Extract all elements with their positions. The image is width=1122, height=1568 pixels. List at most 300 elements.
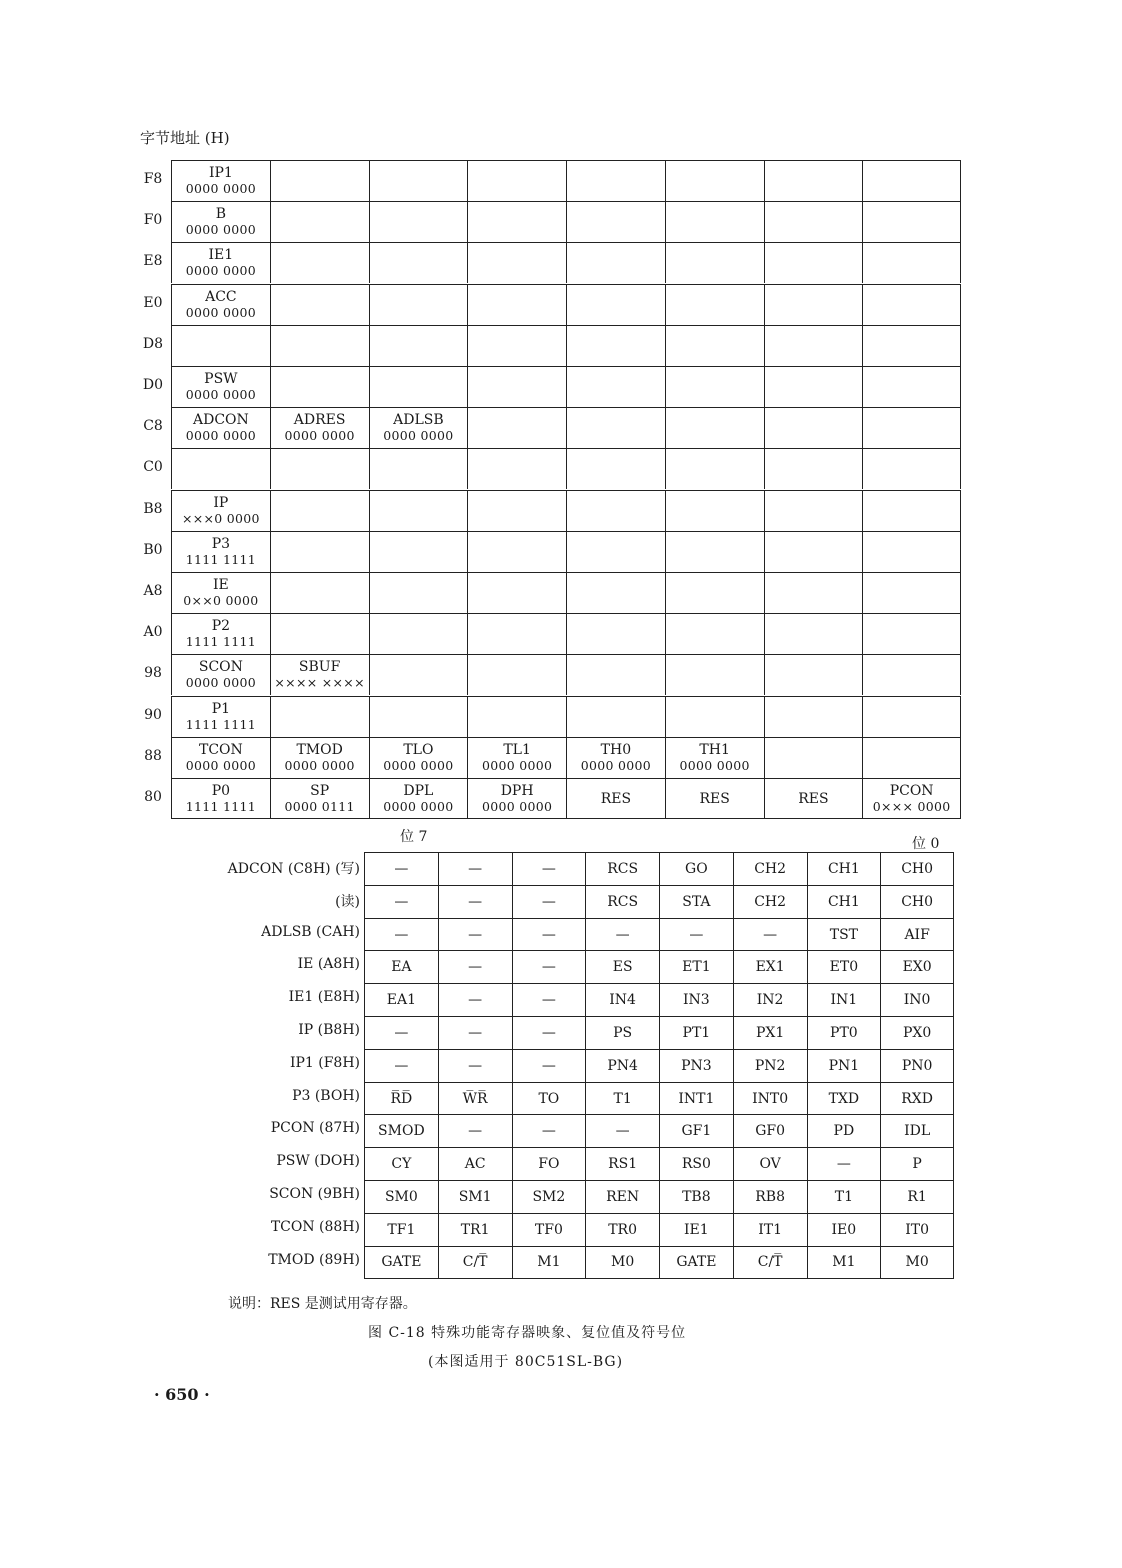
reset-value: 0××× 0000	[872, 798, 951, 814]
bit-symbol: TST	[807, 918, 881, 951]
sfr-cell	[369, 654, 468, 695]
sfr-cell	[171, 654, 270, 695]
sfr-cell	[665, 654, 764, 695]
sfr-cell	[862, 407, 961, 448]
byte-address: D8	[142, 335, 164, 352]
reset-value: 0××0 0000	[183, 593, 259, 608]
bit-symbol: CH1	[807, 885, 881, 918]
reset-value: 1111 1111	[185, 634, 257, 650]
byte-address: B8	[143, 500, 163, 517]
register-name: ADRES	[293, 412, 346, 429]
bit-symbol: M1	[512, 1246, 586, 1279]
bit-row	[180, 885, 960, 918]
sfr-cell	[270, 366, 369, 407]
sfr-cell	[171, 696, 270, 737]
bit-symbol: PN4	[585, 1049, 659, 1082]
bit-symbol: AIF	[880, 918, 954, 951]
register-name: B	[215, 206, 227, 223]
bit-symbol: CY	[364, 1147, 438, 1180]
register-name: TMOD	[296, 741, 343, 758]
reset-value: ×××0 0000	[181, 510, 260, 526]
sfr-cell	[862, 572, 961, 613]
sfr-cell	[369, 160, 468, 201]
sfr-cell	[764, 366, 863, 407]
sfr-cell	[566, 778, 665, 819]
sfr-cell	[764, 160, 863, 201]
sfr-cell	[665, 531, 764, 572]
reset-value: ×××× ××××	[274, 675, 365, 691]
byte-address: 80	[144, 789, 162, 805]
sfr-cell	[862, 325, 961, 366]
bit-symbol: CH1	[807, 852, 881, 885]
reset-value: 0000 0000	[185, 304, 257, 320]
bit-symbol: PS	[585, 1016, 659, 1049]
sfr-map-row	[138, 284, 968, 325]
page-number: · 650 ·	[154, 1385, 210, 1404]
sfr-map-row	[138, 160, 968, 201]
sfr-cell	[764, 448, 863, 489]
sfr-cell	[369, 201, 468, 242]
register-name: TL1	[503, 741, 531, 758]
register-name: P0	[211, 782, 231, 799]
bit-symbol: PD	[807, 1114, 881, 1147]
sfr-cell	[369, 778, 468, 819]
reset-value: 0000 0000	[481, 798, 553, 814]
sfr-cell	[467, 325, 566, 366]
register-label: TMOD (89H)	[268, 1251, 360, 1268]
sfr-cell	[665, 613, 764, 654]
bit-symbol: PN3	[659, 1049, 733, 1082]
bit-symbol: PN1	[807, 1049, 881, 1082]
sfr-cell	[566, 531, 665, 572]
sfr-cell	[665, 778, 764, 819]
bit-symbol: RS0	[659, 1147, 733, 1180]
reset-value: 0000 0000	[580, 757, 652, 773]
sfr-cell	[665, 407, 764, 448]
sfr-cell	[270, 490, 369, 531]
register-label: IP1 (F8H)	[289, 1054, 360, 1071]
bit-row	[180, 1246, 960, 1279]
register-name: TH1	[699, 741, 730, 758]
byte-address: 88	[144, 747, 162, 764]
sfr-cell	[270, 737, 369, 778]
sfr-cell	[467, 654, 566, 695]
register-label: P3 (BOH)	[292, 1087, 360, 1104]
byte-address: E0	[143, 294, 163, 311]
bit-symbol: —	[807, 1147, 881, 1180]
register-label: ADCON (C8H) (写)	[227, 861, 360, 877]
register-name: P2	[211, 618, 231, 635]
byte-address: D0	[142, 377, 164, 393]
sfr-cell	[270, 572, 369, 613]
sfr-cell	[665, 737, 764, 778]
byte-address: A8	[143, 583, 163, 599]
sfr-cell	[369, 448, 468, 489]
bit-symbol: CH2	[733, 852, 807, 885]
sfr-map-row	[138, 407, 968, 448]
sfr-cell	[171, 737, 270, 778]
bit-symbol: IT0	[880, 1213, 954, 1246]
sfr-cell	[369, 242, 468, 283]
byte-address: B0	[143, 541, 163, 558]
bit-symbol: FO	[512, 1147, 586, 1180]
sfr-cell	[369, 490, 468, 531]
bit-symbol: —	[364, 918, 438, 951]
bit-row	[180, 1016, 960, 1049]
reset-value: 0000 0111	[284, 798, 355, 814]
reset-value: 0000 0000	[383, 757, 454, 773]
sfr-cell	[467, 201, 566, 242]
sfr-map-row	[138, 696, 968, 737]
bit-row	[180, 950, 960, 983]
bit-symbol: IN2	[733, 983, 807, 1016]
bit-symbol: ET0	[807, 950, 881, 983]
sfr-cell	[270, 613, 369, 654]
sfr-map-row	[138, 325, 968, 366]
register-name: RES	[600, 790, 632, 807]
sfr-cell	[171, 531, 270, 572]
bit-symbol: EA1	[364, 983, 438, 1016]
bit-symbol: —	[733, 918, 807, 951]
sfr-cell	[270, 696, 369, 737]
bit-symbol: PX0	[880, 1016, 954, 1049]
bit-symbol: GF1	[659, 1114, 733, 1147]
bit-symbol: GO	[659, 852, 733, 885]
bit-symbol: R̅D̅	[364, 1082, 438, 1115]
bit-symbol: —	[512, 950, 586, 983]
sfr-cell	[665, 490, 764, 531]
bit-symbol: IT1	[733, 1213, 807, 1246]
bit-symbol: —	[438, 1016, 512, 1049]
reset-value: 1111 1111	[185, 551, 257, 567]
register-name: IP1	[208, 165, 233, 181]
bit-symbol: REN	[585, 1180, 659, 1213]
sfr-cell	[467, 572, 566, 613]
register-name: PCON	[889, 782, 934, 799]
bit-symbol: —	[438, 885, 512, 918]
reset-value: 0000 0000	[185, 387, 257, 402]
sfr-cell	[270, 201, 369, 242]
bit-symbol: W̅R̅	[438, 1082, 512, 1115]
bit-symbol: RCS	[585, 852, 659, 885]
sfr-cell	[566, 325, 665, 366]
sfr-cell	[270, 325, 369, 366]
bit-symbol: SM2	[512, 1180, 586, 1213]
bit-symbol: —	[364, 885, 438, 918]
bit-symbol: —	[512, 1114, 586, 1147]
address-axis-title: 字节地址 (H)	[140, 129, 230, 147]
bit-symbol: —	[585, 1114, 659, 1147]
sfr-cell	[665, 284, 764, 325]
register-name: IP	[213, 494, 229, 511]
register-name: SP	[310, 782, 330, 799]
register-label: ADLSB (CAH)	[261, 923, 360, 940]
sfr-cell	[862, 531, 961, 572]
bit-symbol: —	[438, 1114, 512, 1147]
bit-symbol: IE1	[659, 1213, 733, 1246]
bit-row	[180, 1213, 960, 1246]
sfr-cell	[764, 242, 863, 283]
sfr-cell	[862, 284, 961, 325]
sfr-cell	[369, 737, 468, 778]
sfr-cell	[566, 242, 665, 283]
reset-value: 1111 1111	[185, 798, 257, 814]
bit-symbol: —	[364, 1049, 438, 1082]
sfr-cell	[467, 778, 566, 819]
sfr-cell	[566, 366, 665, 407]
sfr-cell	[566, 201, 665, 242]
bit-row	[180, 983, 960, 1016]
register-label: IE (A8H)	[297, 956, 360, 973]
bit-symbol: TB8	[659, 1180, 733, 1213]
sfr-cell	[862, 737, 961, 778]
sfr-map-row	[138, 737, 968, 778]
sfr-map-row	[138, 448, 968, 489]
register-name: TCON	[198, 741, 243, 758]
bit-symbol: TF1	[364, 1213, 438, 1246]
sfr-cell	[764, 531, 863, 572]
register-name: IE	[213, 577, 229, 593]
bit-symbol: CH0	[880, 852, 954, 885]
bit-symbol: RB8	[733, 1180, 807, 1213]
sfr-cell	[862, 448, 961, 489]
sfr-cell	[171, 407, 270, 448]
bit-row	[180, 918, 960, 951]
reset-value: 0000 0000	[185, 181, 257, 196]
sfr-cell	[369, 572, 468, 613]
bit-symbol: M0	[585, 1246, 659, 1279]
sfr-cell	[862, 654, 961, 695]
sfr-cell	[270, 448, 369, 489]
bit-symbol: M0	[880, 1246, 954, 1279]
sfr-map-row	[138, 490, 968, 531]
bit-symbol: RCS	[585, 885, 659, 918]
sfr-cell	[171, 201, 270, 242]
bit-symbol: TO	[512, 1082, 586, 1115]
sfr-cell	[270, 654, 369, 695]
figure-caption: 图 C-18 特殊功能寄存器映象、复位值及符号位	[368, 1325, 687, 1341]
register-label: IP (B8H)	[298, 1022, 360, 1038]
bit-symbol: EX1	[733, 950, 807, 983]
sfr-cell	[171, 366, 270, 407]
register-label: (读)	[335, 893, 360, 910]
register-name: IE1	[208, 247, 234, 264]
sfr-cell	[665, 448, 764, 489]
sfr-cell	[665, 160, 764, 201]
bit-symbol: AC	[438, 1147, 512, 1180]
sfr-cell	[467, 366, 566, 407]
sfr-cell	[665, 366, 764, 407]
bit-symbol: PT0	[807, 1016, 881, 1049]
sfr-cell	[171, 572, 270, 613]
bit-symbol: TR1	[438, 1213, 512, 1246]
byte-address: F8	[143, 171, 163, 187]
bit-symbol: P	[880, 1147, 954, 1180]
register-name: SBUF	[298, 659, 341, 676]
sfr-cell	[862, 490, 961, 531]
register-name: PSW	[204, 371, 238, 387]
sfr-cell	[566, 284, 665, 325]
bit-symbol: —	[512, 1016, 586, 1049]
bit-symbol: CH2	[733, 885, 807, 918]
bit-symbol: OV	[733, 1147, 807, 1180]
sfr-cell	[862, 160, 961, 201]
sfr-cell	[764, 284, 863, 325]
sfr-cell	[369, 325, 468, 366]
sfr-cell	[566, 737, 665, 778]
register-name: TLO	[403, 741, 434, 758]
sfr-cell	[665, 242, 764, 283]
bit-symbol: C/T̅	[438, 1246, 512, 1279]
sfr-cell	[764, 407, 863, 448]
byte-address: 90	[144, 706, 162, 723]
register-name: RES	[798, 790, 829, 807]
bit-symbol: —	[364, 1016, 438, 1049]
sfr-cell	[467, 160, 566, 201]
bit-symbol: IN3	[659, 983, 733, 1016]
bit-symbol: PX1	[733, 1016, 807, 1049]
bit-symbol: —	[512, 852, 586, 885]
bit-symbol: —	[512, 983, 586, 1016]
sfr-cell	[467, 242, 566, 283]
sfr-cell	[270, 531, 369, 572]
sfr-cell	[467, 531, 566, 572]
sfr-cell	[467, 284, 566, 325]
bit-symbol: —	[512, 918, 586, 951]
register-name: RES	[699, 790, 730, 807]
sfr-cell	[862, 366, 961, 407]
reset-value: 0000 0000	[185, 263, 257, 279]
bit-symbol: GATE	[364, 1246, 438, 1279]
sfr-cell	[270, 160, 369, 201]
bit-symbol: —	[438, 918, 512, 951]
reset-value: 0000 0000	[383, 428, 454, 444]
reset-value: 0000 0000	[185, 428, 257, 444]
sfr-cell	[270, 407, 369, 448]
register-label: SCON (9BH)	[269, 1186, 360, 1202]
bit-symbol: TR0	[585, 1213, 659, 1246]
sfr-map-row	[138, 778, 968, 819]
sfr-map-row	[138, 572, 968, 613]
bit-symbol: —	[364, 852, 438, 885]
bit-symbol: IN4	[585, 983, 659, 1016]
byte-address: A0	[143, 624, 163, 641]
sfr-cell	[566, 654, 665, 695]
sfr-cell	[270, 242, 369, 283]
bit-symbol: —	[512, 885, 586, 918]
bit-symbol: —	[512, 1049, 586, 1082]
bit-symbol: IN1	[807, 983, 881, 1016]
register-label: PSW (DOH)	[276, 1153, 360, 1170]
sfr-cell	[369, 407, 468, 448]
bit-row	[180, 1114, 960, 1147]
sfr-cell	[171, 160, 270, 201]
bit-symbol: GF0	[733, 1114, 807, 1147]
sfr-cell	[171, 490, 270, 531]
reset-value: 0000 0000	[284, 428, 355, 444]
sfr-cell	[665, 325, 764, 366]
sfr-cell	[566, 448, 665, 489]
sfr-cell	[566, 696, 665, 737]
bit-symbol: C/T̅	[733, 1246, 807, 1279]
bit-symbol: SMOD	[364, 1114, 438, 1147]
reset-value: 0000 0000	[185, 675, 257, 691]
register-name: TH0	[600, 741, 632, 758]
bit-symbol: —	[438, 950, 512, 983]
bit-symbol: PN0	[880, 1049, 954, 1082]
sfr-cell	[566, 407, 665, 448]
reset-value: 0000 0000	[284, 757, 355, 773]
byte-address: 98	[144, 665, 162, 682]
sfr-cell	[862, 242, 961, 283]
bit-symbol: PT1	[659, 1016, 733, 1049]
byte-address: F0	[143, 212, 163, 229]
sfr-cell	[369, 531, 468, 572]
bit-row	[180, 1049, 960, 1082]
sfr-cell	[467, 737, 566, 778]
sfr-map-row	[138, 242, 968, 283]
register-name: P1	[211, 700, 231, 717]
register-label: IE1 (E8H)	[288, 989, 360, 1006]
bit-symbol: CH0	[880, 885, 954, 918]
sfr-cell	[764, 737, 863, 778]
register-label: TCON (88H)	[270, 1218, 360, 1235]
sfr-cell	[764, 654, 863, 695]
sfr-cell	[566, 490, 665, 531]
register-name: SCON	[198, 659, 243, 676]
sfr-cell	[665, 572, 764, 613]
sfr-cell	[862, 613, 961, 654]
register-name: ADCON	[192, 412, 249, 429]
sfr-cell	[862, 696, 961, 737]
sfr-cell	[467, 696, 566, 737]
bit-symbol: STA	[659, 885, 733, 918]
bit-symbol: —	[438, 1049, 512, 1082]
bit-symbol: INT0	[733, 1082, 807, 1115]
sfr-cell	[467, 613, 566, 654]
sfr-map-row	[138, 654, 968, 695]
bit-row	[180, 1082, 960, 1115]
bit-symbol: PN2	[733, 1049, 807, 1082]
register-name: DPH	[500, 782, 534, 799]
sfr-cell	[171, 613, 270, 654]
sfr-cell	[369, 696, 468, 737]
sfr-map-row	[138, 366, 968, 407]
bit-symbol: ES	[585, 950, 659, 983]
sfr-cell	[764, 572, 863, 613]
register-label: PCON (87H)	[270, 1120, 360, 1137]
bit-symbol: M1	[807, 1246, 881, 1279]
reset-value: 0000 0000	[679, 757, 750, 773]
sfr-cell	[369, 284, 468, 325]
reset-value: 0000 0000	[481, 757, 553, 773]
sfr-cell	[764, 696, 863, 737]
sfr-cell	[764, 325, 863, 366]
sfr-map-row	[138, 613, 968, 654]
bit-symbol: TXD	[807, 1082, 881, 1115]
sfr-cell	[862, 201, 961, 242]
figure-subcaption: (本图适用于 80C51SL-BG)	[428, 1354, 624, 1370]
note-text: 说明：RES 是测试用寄存器。	[228, 1296, 417, 1312]
sfr-cell	[171, 325, 270, 366]
register-name: DPL	[403, 782, 434, 799]
reset-value: 0000 0000	[185, 222, 257, 238]
bit-symbol: —	[585, 918, 659, 951]
bit-symbol: RXD	[880, 1082, 954, 1115]
bit-row	[180, 852, 960, 885]
sfr-cell	[171, 284, 270, 325]
bit7-label: 位 7	[400, 829, 428, 845]
